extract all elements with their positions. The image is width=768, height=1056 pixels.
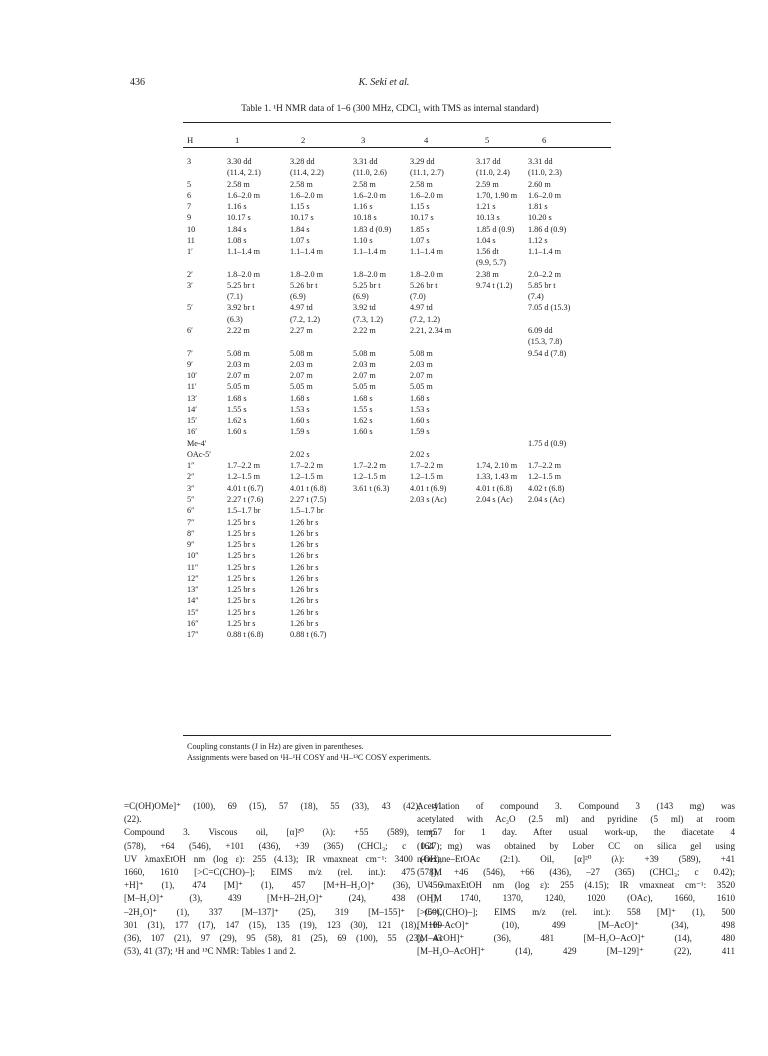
text-line: (OH), 1740, 1370, 1240, 1020 (OAc), 1660, 1610 [417, 893, 735, 904]
table-cell: 0.88 t (6.8) [227, 630, 264, 640]
table-cell: 4.02 t (6.8) [528, 483, 565, 493]
table-cell: 3.92 td [353, 303, 376, 313]
table-cell: 5.25 br t [227, 280, 255, 290]
text-line: [M+H–AcO]⁺ (10), 499 [M–AcO]⁺ (34), 498 [417, 919, 735, 930]
text-line: (36), 107 (21), 97 (29), 95 (58), 81 (25), 69 (100), 55 (23), 43 [124, 932, 442, 943]
table-cell: 1.26 br s [290, 562, 319, 572]
table-cell: 1.60 s [410, 416, 430, 426]
table-cell: 5.05 m [227, 382, 250, 392]
table-cell: 3.17 dd [476, 157, 501, 166]
proton-label: 16′ [187, 427, 197, 437]
table-cell: 1.25 br s [227, 528, 256, 538]
proton-label: 11′ [187, 382, 197, 392]
text-line: 301 (31), 177 (17), 147 (15), 135 (19), 123 (30), 121 (18), 109 [124, 919, 442, 930]
table-cell: 2.22 m [353, 325, 376, 335]
table-row [183, 381, 611, 392]
text-line: UV λmaxEtOH nm (log ε): 255 (4.13); IR νmaxneat cm⁻¹: 3400 (OH), [124, 853, 442, 864]
proton-label: 2′ [187, 269, 193, 279]
table-cell: 2.27 m [290, 325, 313, 335]
table-cell: 2.59 m [476, 179, 499, 189]
table-cell: 9.74 t (1.2) [476, 280, 513, 290]
table-cell: 3.28 dd [290, 157, 315, 166]
table-row [183, 528, 611, 539]
table-cell: 3.29 dd [410, 157, 435, 166]
table-row [183, 438, 611, 449]
proton-label: 16″ [187, 618, 199, 628]
table-cell: (7.2, 1.2) [410, 314, 441, 324]
text-line: [M–H₂O–AcOH]⁺ (14), 429 [M–129]⁺ (22), 411 [417, 946, 735, 957]
table-cell: 2.58 m [353, 179, 376, 189]
table-cell: 1.53 s [290, 404, 310, 414]
table-cell: (7.2, 1.2) [290, 314, 321, 324]
column-header: H [187, 135, 194, 145]
table-cell: 1.60 s [290, 416, 310, 426]
table-cell: 2.04 s (Ac) [476, 494, 513, 504]
column-header: 2 [301, 135, 306, 145]
table-cell: 1.74, 2.10 m [476, 461, 518, 471]
text-line: (578), +46 (546), +66 (436), –27 (365) (CHCl₃; c 0.42); [417, 866, 735, 877]
table-cell: 5.85 br t [528, 280, 556, 290]
table-cell: 7.05 d (15.3) [528, 303, 571, 313]
table-cell: 1.7–2.2 m [290, 461, 323, 471]
table-cell: 1.26 br s [290, 528, 319, 538]
table-cell: 1.1–1.4 m [290, 247, 323, 257]
table-row [183, 179, 611, 190]
column-header: 3 [361, 135, 366, 145]
footnote: Coupling constants (J in Hz) are given in parentheses. [187, 742, 364, 751]
table-cell: 3.31 dd [353, 157, 378, 166]
proton-label: 9 [187, 213, 192, 223]
table-row [183, 359, 611, 370]
column-header: 5 [485, 135, 490, 145]
table-row [183, 505, 611, 516]
table-cell: 1.5–1.7 br [290, 506, 324, 516]
table-cell: (11.4, 2.1) [227, 168, 261, 178]
table-cell: 1.25 br s [227, 573, 256, 583]
table-row [183, 246, 611, 257]
table-row [183, 156, 611, 167]
proton-label: 7″ [187, 517, 195, 527]
table-row [183, 280, 611, 291]
table-cell: 5.05 m [353, 382, 376, 392]
table-row [183, 471, 611, 482]
table-cell: 3.31 dd [528, 157, 553, 166]
table-cell: 1.26 br s [290, 573, 319, 583]
running-head: K. Seki et al. [358, 77, 410, 88]
proton-label: 11 [187, 235, 195, 245]
proton-label: 15′ [187, 416, 197, 426]
table-cell: 1.59 s [290, 427, 310, 437]
proton-label: 6 [187, 190, 192, 200]
proton-label: 11″ [187, 562, 199, 572]
table-cell: 4.01 t (6.8) [476, 483, 513, 493]
table-cell: 10.20 s [528, 213, 552, 223]
column-header: 1 [235, 135, 240, 145]
table-cell: 1.83 d (0.9) [353, 224, 392, 234]
table-cell: 1.5–1.7 br [227, 506, 261, 516]
proton-label: 3′ [187, 280, 193, 290]
table-cell: 2.07 m [290, 371, 313, 381]
table-cell: 1.1–1.4 m [410, 247, 443, 257]
text-line: n-hexane–EtOAc (2:1). Oil, [α]²⁰ (λ): +39 (589), +41 [417, 853, 735, 864]
body-column-left [124, 800, 442, 958]
table-cell: 5.05 m [290, 382, 313, 392]
table-row [183, 415, 611, 426]
proton-label: 9′ [187, 359, 193, 369]
table-cell: 1.62 s [353, 416, 373, 426]
table-cell: 4.97 td [410, 303, 433, 313]
table-cell: 1.68 s [353, 393, 373, 403]
table-cell: 1.15 s [290, 202, 310, 212]
table-cell: 1.6–2.0 m [227, 190, 260, 200]
table-cell: 1.16 s [227, 202, 247, 212]
table-cell: 10.17 s [290, 213, 314, 223]
proton-label: 1′ [187, 247, 193, 257]
table-cell: 1.26 br s [290, 517, 319, 527]
table-cell: 2.27 t (7.6) [227, 494, 264, 504]
text-line: (164 mg) was obtained by Lober CC on silica gel using [417, 840, 735, 851]
text-line: Compound 3. Viscous oil, [α]²⁰ (λ): +55 (589), +57 [124, 827, 442, 838]
table-cell: 10.13 s [476, 213, 500, 223]
table-cell: 1.2–1.5 m [290, 472, 323, 482]
table-cell: 1.07 s [290, 235, 310, 245]
table-cell: 1.25 br s [227, 551, 256, 561]
table-row [183, 562, 611, 573]
column-header: 6 [542, 135, 547, 145]
footnote: Assignments were based on ¹H–¹H COSY and ¹H–¹³C COSY experiments. [187, 753, 432, 762]
table-row [183, 235, 611, 246]
table-cell: 1.25 br s [227, 596, 256, 606]
proton-label: 9″ [187, 540, 195, 550]
table-cell: 2.02 s [410, 449, 430, 459]
table-cell: (11.0, 2.3) [528, 168, 562, 178]
table-cell: 1.10 s [353, 235, 373, 245]
table-cell: 1.26 br s [290, 585, 319, 595]
table-cell: 2.58 m [290, 179, 313, 189]
proton-label: 13′ [187, 393, 197, 403]
table-cell: 1.2–1.5 m [410, 472, 443, 482]
table-cell: (11.1, 2.7) [410, 168, 444, 178]
table-row [183, 370, 611, 381]
table-cell: 1.26 br s [290, 607, 319, 617]
table-cell: 2.07 m [227, 371, 250, 381]
table-cell: 1.15 s [410, 202, 430, 212]
table-cell: 1.55 s [353, 404, 373, 414]
table-row [183, 595, 611, 606]
table-cell: (11.4, 2.2) [290, 168, 324, 178]
table-row [183, 190, 611, 201]
table-cell: (7.1) [227, 292, 243, 302]
table-cell: 1.55 s [227, 404, 247, 414]
table-cell: 1.26 br s [290, 596, 319, 606]
table-cell: 2.60 m [528, 179, 551, 189]
proton-label: 12″ [187, 573, 199, 583]
table-cell: 1.8–2.0 m [290, 269, 323, 279]
table-cell: 5.08 m [410, 348, 433, 358]
text-line: [M–H₂O]⁺ (3), 439 [M+H–2H₂O]⁺ (24), 438 [M [124, 893, 442, 904]
table-cell: (11.0, 2.4) [476, 168, 510, 178]
proton-label: 14′ [187, 404, 197, 414]
column-header: 4 [424, 135, 429, 145]
table-row [183, 269, 611, 280]
table-cell: 1.68 s [227, 393, 247, 403]
table-cell: 3.92 br t [227, 303, 255, 313]
table-cell: 1.07 s [410, 235, 430, 245]
proton-label: 17″ [187, 630, 199, 640]
table-cell: 3.30 dd [227, 157, 252, 166]
table-cell: 0.88 t (6.7) [290, 630, 327, 640]
table-cell: 1.25 br s [227, 562, 256, 572]
table-cell: 2.22 m [227, 325, 250, 335]
nmr-table [183, 133, 611, 640]
table-cell: (6.9) [353, 292, 369, 302]
table-footnotes [187, 741, 431, 763]
table-cell: 1.26 br s [290, 540, 319, 550]
table-cell: 1.16 s [353, 202, 373, 212]
proton-label: 5′ [187, 303, 193, 313]
proton-label: 8″ [187, 528, 195, 538]
table-cell: 2.07 m [353, 371, 376, 381]
table-cell: (7.0) [410, 292, 426, 302]
table-cell: 1.85 d (0.9) [476, 224, 515, 234]
text-line: –2H₂O]⁺ (1), 337 [M–137]⁺ (25), 319 [M–155]⁺ (60), [124, 906, 442, 917]
table-cell: (11.0, 2.6) [353, 168, 387, 178]
table-row [183, 325, 611, 336]
table-cell: (7.4) [528, 292, 544, 302]
table-cell: 1.75 d (0.9) [528, 438, 567, 448]
table-row [183, 460, 611, 471]
table-cell: (15.3, 7.8) [528, 337, 563, 347]
table-row [183, 517, 611, 528]
table-cell: 6.09 dd [528, 325, 553, 335]
table-cell: 1.70, 1.90 m [476, 190, 518, 200]
table-cell: 2.38 m [476, 269, 499, 279]
table-cell: 1.8–2.0 m [227, 269, 260, 279]
table-cell: 2.03 m [290, 359, 313, 369]
table-cell: 2.03 m [353, 359, 376, 369]
table-cell: 1.60 s [353, 427, 373, 437]
table-header-row [183, 133, 611, 147]
table-cell: 10.17 s [227, 213, 251, 223]
text-line: temp. for 1 day. After usual work-up, the diacetate 4 [417, 827, 735, 838]
proton-label: 3″ [187, 483, 195, 493]
table-cell: 5.08 m [290, 348, 313, 358]
table-cell: 1.68 s [290, 393, 310, 403]
table-cell: 1.1–1.4 m [528, 247, 561, 257]
table-cell: 2.21, 2.34 m [410, 325, 452, 335]
table-cell: 2.58 m [227, 179, 250, 189]
table-cell: 1.8–2.0 m [410, 269, 443, 279]
table-cell: 1.25 br s [227, 607, 256, 617]
table-cell: 9.54 d (7.8) [528, 348, 567, 358]
table-cell: 2.27 t (7.5) [290, 494, 327, 504]
table-row [183, 201, 611, 212]
table-row [183, 629, 611, 640]
text-line: (578), +64 (546), +101 (436), +39 (365) (CHCl₃; c 0.27); [124, 840, 442, 851]
table-cell: (9.9, 5.7) [476, 258, 507, 268]
text-line: (22). [124, 814, 142, 825]
table-row [183, 539, 611, 550]
table-cell: 4.01 t (6.7) [227, 483, 264, 493]
table-cell: 5.25 br t [353, 280, 381, 290]
body-column-right [417, 800, 735, 958]
table-cell: 1.6–2.0 m [528, 190, 561, 200]
table-cell: 2.03 s (Ac) [410, 494, 447, 504]
proton-label: 3 [187, 157, 192, 166]
table-cell: 1.04 s [476, 235, 496, 245]
proton-label: 6′ [187, 325, 193, 335]
table-cell: 5.08 m [227, 348, 250, 358]
proton-label: 5″ [187, 494, 195, 504]
table-cell: 2.03 m [227, 359, 250, 369]
table-cell: 1.25 br s [227, 517, 256, 527]
table-row [183, 426, 611, 437]
table-cell: 4.01 t (6.8) [290, 483, 327, 493]
table-cell: 2.02 s [290, 449, 310, 459]
table-row [183, 212, 611, 223]
table-row [183, 393, 611, 404]
table-bottom-rule [183, 735, 611, 736]
proton-label: 14″ [187, 596, 199, 606]
text-line: UV λmaxEtOH nm (log ε): 255 (4.15); IR νmaxneat cm⁻¹: 3520 [417, 880, 735, 891]
table-cell: 1.25 br s [227, 540, 256, 550]
table-row [183, 607, 611, 618]
table-cell: 2.07 m [410, 371, 433, 381]
table-cell: 1.68 s [410, 393, 430, 403]
proton-label: 7 [187, 202, 192, 212]
table-cell: 1.1–1.4 m [353, 247, 386, 257]
table-cell: 2.04 s (Ac) [528, 494, 565, 504]
text-line: acetylated with Ac₂O (2.5 ml) and pyridine (5 ml) at room [417, 814, 735, 825]
table-cell: 1.53 s [410, 404, 430, 414]
table-cell: 1.59 s [410, 427, 430, 437]
table-row [183, 584, 611, 595]
table-row [183, 550, 611, 561]
table-row [183, 449, 611, 460]
table-top-rule [183, 122, 611, 123]
table-cell: 1.84 s [290, 224, 310, 234]
text-line: [>C=C(CHO)–]; EIMS m/z (rel. int.): 558 [M]⁺ (1), 500 [417, 906, 735, 917]
table-cell: 1.6–2.0 m [290, 190, 323, 200]
table-cell: 1.2–1.5 m [528, 472, 561, 482]
proton-label: 10″ [187, 551, 199, 561]
table-cell: 1.7–2.2 m [528, 461, 561, 471]
table-cell: (7.3, 1.2) [353, 314, 384, 324]
table-row [183, 224, 611, 235]
proton-label: 5 [187, 179, 192, 189]
table-cell: 1.2–1.5 m [353, 472, 386, 482]
table-cell: 3.61 t (6.3) [353, 483, 390, 493]
table-cell: 1.7–2.2 m [353, 461, 386, 471]
table-caption: Table 1. ¹H NMR data of 1–6 (300 MHz, CDCl₃ with TMS as internal standard) [241, 104, 539, 114]
table-cell: 1.6–2.0 m [410, 190, 443, 200]
table-cell: 5.26 br t [410, 280, 438, 290]
table-row [183, 494, 611, 505]
table-cell: 1.60 s [227, 427, 247, 437]
table-cell: 1.85 s [410, 224, 430, 234]
table-cell: 10.18 s [353, 213, 377, 223]
table-row [183, 167, 611, 178]
table-cell: (6.9) [290, 292, 306, 302]
text-line: =C(OH)OMe]⁺ (100), 69 (15), 57 (18), 55 (33), 43 (42), 41 [124, 801, 442, 811]
proton-label: 15″ [187, 607, 199, 617]
proton-label: 1″ [187, 461, 195, 471]
table-cell: 1.7–2.2 m [227, 461, 260, 471]
table-cell: 1.6–2.0 m [353, 190, 386, 200]
table-row [183, 573, 611, 584]
table-cell: 1.86 d (0.9) [528, 224, 567, 234]
table-cell: 1.7–2.2 m [410, 461, 443, 471]
table-cell: 1.81 s [528, 202, 548, 212]
table-row [183, 291, 611, 302]
table-cell: 1.84 s [227, 224, 247, 234]
table-cell: 5.08 m [353, 348, 376, 358]
table-cell: 1.62 s [227, 416, 247, 426]
table-cell: 1.25 br s [227, 618, 256, 628]
table-cell: 4.01 t (6.9) [410, 483, 447, 493]
table-cell: 1.08 s [227, 235, 247, 245]
table-row [183, 314, 611, 325]
table-cell: 1.21 s [476, 202, 496, 212]
table-cell: 1.56 dt [476, 247, 499, 257]
table-row [183, 257, 611, 268]
table-row [183, 302, 611, 313]
table-cell: 1.33, 1.43 m [476, 472, 518, 482]
table-cell: 2.58 m [410, 179, 433, 189]
table-row [183, 348, 611, 359]
text-line: Acetylation of compound 3. Compound 3 (143 mg) was [417, 801, 735, 811]
table-cell: 1.25 br s [227, 585, 256, 595]
table-cell: 1.1–1.4 m [227, 247, 260, 257]
table-cell: 5.26 br t [290, 280, 318, 290]
table-cell: 10.17 s [410, 213, 434, 223]
table-body [183, 156, 611, 640]
proton-label: 7′ [187, 348, 193, 358]
text-line: [M–AcOH]⁺ (36), 481 [M–H₂O–AcO]⁺ (14), 480 [417, 932, 735, 943]
table-cell: 1.2–1.5 m [227, 472, 260, 482]
proton-label: 6″ [187, 506, 195, 516]
table-cell: 2.0–2.2 m [528, 269, 561, 279]
proton-label: 13″ [187, 585, 199, 595]
table-cell: 1.26 br s [290, 618, 319, 628]
table-row [183, 618, 611, 629]
table-cell: 2.03 m [410, 359, 433, 369]
table-cell: (6.3) [227, 314, 243, 324]
table-cell: 1.12 s [528, 235, 548, 245]
text-line: (53), 41 (37); ¹H and ¹³C NMR: Tables 1 and 2. [124, 946, 297, 957]
proton-label: 10′ [187, 371, 197, 381]
text-line: 1660, 1610 [>C=C(CHO)–]; EIMS m/z (rel. int.): 475 [M [124, 866, 442, 877]
proton-label: Me-4′ [187, 438, 207, 448]
proton-label: 2″ [187, 472, 195, 482]
proton-label: 10 [187, 224, 196, 234]
page-header [0, 77, 768, 93]
proton-label: OAc-5′ [187, 449, 212, 459]
table-row [183, 336, 611, 347]
page-number: 436 [130, 77, 145, 88]
table-cell: 1.8–2.0 m [353, 269, 386, 279]
table-cell: 4.97 td [290, 303, 313, 313]
table-row [183, 404, 611, 415]
table-cell: 5.05 m [410, 382, 433, 392]
table-cell: 1.26 br s [290, 551, 319, 561]
table-row [183, 483, 611, 494]
text-line: +H]⁺ (1), 474 [M]⁺ (1), 457 [M+H–H₂O]⁺ (36), 456 [124, 880, 442, 891]
